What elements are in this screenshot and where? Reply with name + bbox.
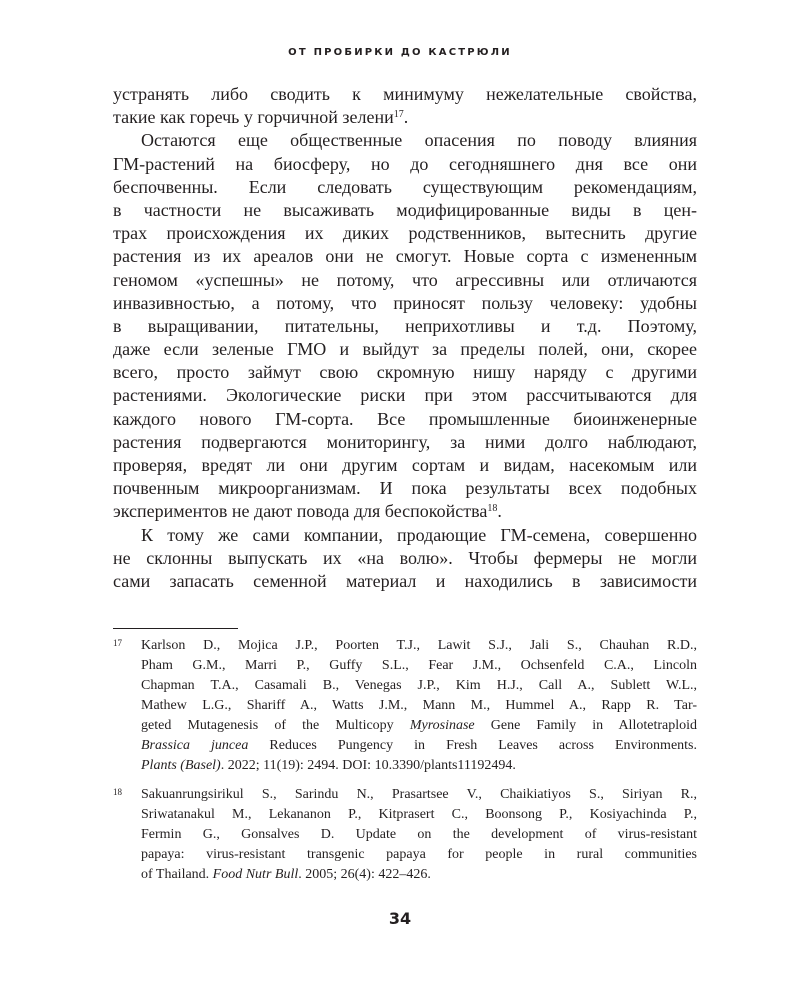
footnote-line	[141, 785, 697, 805]
footnote-text: geted Mutagenesis of the Multicopy	[141, 718, 410, 733]
footnote-text: papaya: virus-resistant transgenic papaya for people in rural communities	[141, 847, 697, 862]
footnote-line	[141, 656, 697, 676]
footnotes	[113, 636, 697, 894]
text-line-content: Остаются еще общественные опасения по поводу влияния	[141, 130, 697, 151]
footnote-line	[141, 736, 697, 756]
text-line	[113, 408, 697, 431]
footnote-text: Sakuanrungsirikul S., Sarindu N., Prasartsee V., Chaikiatiyos S., Siriyan R.,	[141, 787, 697, 802]
text-line-content: К тому же сами компании, продающие ГМ-семена, совершенно	[141, 524, 697, 545]
footnote-separator	[113, 628, 238, 629]
footnote-number: 17	[113, 638, 122, 648]
footnote-text: Sriwatanakul M., Lekananon P., Kitprasert C., Boonsong P., Kosiyachinda P.,	[141, 807, 697, 822]
text-line	[113, 199, 697, 222]
text-line	[113, 83, 697, 106]
text-line	[113, 315, 697, 338]
footnote-line	[141, 805, 697, 825]
text-line	[113, 570, 697, 593]
footnote-number: 18	[113, 787, 122, 797]
footnote-reference[interactable]: 18	[487, 503, 498, 515]
text-line-content: растения из их ареалов они не смогут. Новые сорта с измененным	[113, 246, 697, 267]
footnote-line	[141, 696, 697, 716]
text-line	[113, 547, 697, 570]
footnote-line	[141, 825, 697, 845]
footnote-line	[141, 636, 697, 656]
footnote-text: of Thailand.	[141, 867, 213, 882]
footnote-text: Reduces Pungency in Fresh Leaves across Environments.	[248, 738, 697, 753]
text-line-content: даже если зеленые ГМО и выйдут за пределы полей, они, скорее	[113, 339, 697, 360]
text-line-content: беспочвенны. Если следовать существующим рекомендациям,	[113, 176, 697, 197]
footnote-line	[141, 756, 697, 776]
text-line-content: не склонны выпускать их «на волю». Чтобы фермеры не могли	[113, 547, 697, 568]
footnote-line	[141, 845, 697, 865]
text-line-content: в выращивании, питательны, неприхотливы и т.д. Поэтому,	[113, 315, 697, 336]
footnote-line	[141, 716, 697, 736]
text-line-content: такие как горечь у горчичной зелени	[113, 107, 394, 128]
italic-title: Plants (Basel)	[141, 758, 221, 773]
text-line-content: растениями. Экологические риски при этом рассчитываются для	[113, 385, 697, 406]
text-line-content: ГМ-растений на биосферу, но до сегодняшнего дня все они	[113, 153, 697, 174]
punctuation: .	[497, 501, 502, 522]
text-line-content: почвенным микроорганизмам. И пока результаты всех подобных	[113, 478, 697, 499]
footnote-text: Karlson D., Mojica J.P., Poorten T.J., Lawit S.J., Jali S., Chauhan R.D.,	[141, 638, 697, 653]
text-line	[113, 454, 697, 477]
footnote-reference[interactable]: 17	[393, 109, 404, 121]
text-line-content: инвазивностью, а потому, что приносят пользу человеку: удобны	[113, 292, 697, 313]
text-line-content: проверяя, вредят ли они другим сортам и видам, насекомым или	[113, 455, 697, 475]
text-line	[113, 176, 697, 199]
text-line	[113, 292, 697, 315]
footnote-text: . 2005; 26(4): 422–426.	[298, 867, 431, 882]
footnote-text: Gene Family in Allotetraploid	[474, 718, 697, 733]
text-line-content: растения подвергаются мониторингу, за ними долго наблюдают,	[113, 431, 697, 452]
text-line-content: экспериментов не дают повода для беспокойства	[113, 501, 488, 522]
punctuation: .	[403, 107, 409, 128]
text-line	[113, 361, 697, 384]
text-line	[113, 106, 697, 129]
text-line	[113, 524, 697, 547]
text-line-content: устранять либо сводить к минимуму нежелательные свойства,	[113, 84, 697, 104]
text-line-content: каждого нового ГМ-сорта. Все промышленные биоинженерные	[113, 408, 697, 429]
text-line	[113, 222, 697, 245]
italic-title: Brassica juncea	[141, 738, 249, 753]
text-line-content: всего, просто займут свою скромную нишу наряду с другими	[113, 362, 697, 383]
page-number: 34	[388, 909, 412, 928]
footnote-text: Pham G.M., Marri P., Guffy S.L., Fear J.M., Ochsenfeld C.A., Lincoln	[141, 658, 697, 673]
text-line	[113, 153, 697, 176]
text-line	[113, 431, 697, 454]
footnote-text: Mathew L.G., Shariff A., Watts J.M., Mann M., Hummel A., Rapp R. Tar-	[141, 698, 697, 713]
text-line-content: геномом «успешны» не потому, что агрессивны или отличаются	[113, 269, 697, 290]
footnote	[113, 785, 697, 885]
footnote-text: . 2022; 11(19): 2494. DOI: 10.3390/plants11192494.	[220, 758, 516, 773]
italic-title: Myrosinase	[409, 718, 475, 733]
text-line	[113, 500, 697, 523]
text-line-content: трах происхождения их диких родственников, вытеснить другие	[113, 223, 697, 244]
text-line	[113, 384, 697, 407]
text-line-content: сами запасать семенной материал и находились в зависимости	[113, 570, 697, 591]
footnote-line	[141, 865, 697, 885]
body-text	[113, 83, 697, 593]
running-header: ОТ ПРОБИРКИ ДО КАСТРЮЛИ	[288, 47, 512, 58]
text-line	[113, 477, 697, 500]
footnote-line	[141, 676, 697, 696]
footnote-text: Fermin G., Gonsalves D. Update on the development of virus-resistant	[141, 827, 697, 842]
text-line-content: в частности не высаживать модифицированные виды в цен-	[113, 199, 697, 220]
italic-title: Food Nutr Bull	[212, 867, 299, 882]
text-line	[113, 338, 697, 361]
text-line	[113, 269, 697, 292]
footnote-text: Chapman T.A., Casamali B., Venegas J.P., Kim H.J., Call A., Sublett W.L.,	[141, 678, 697, 693]
text-line	[113, 129, 697, 152]
footnote	[113, 636, 697, 776]
text-line	[113, 245, 697, 268]
